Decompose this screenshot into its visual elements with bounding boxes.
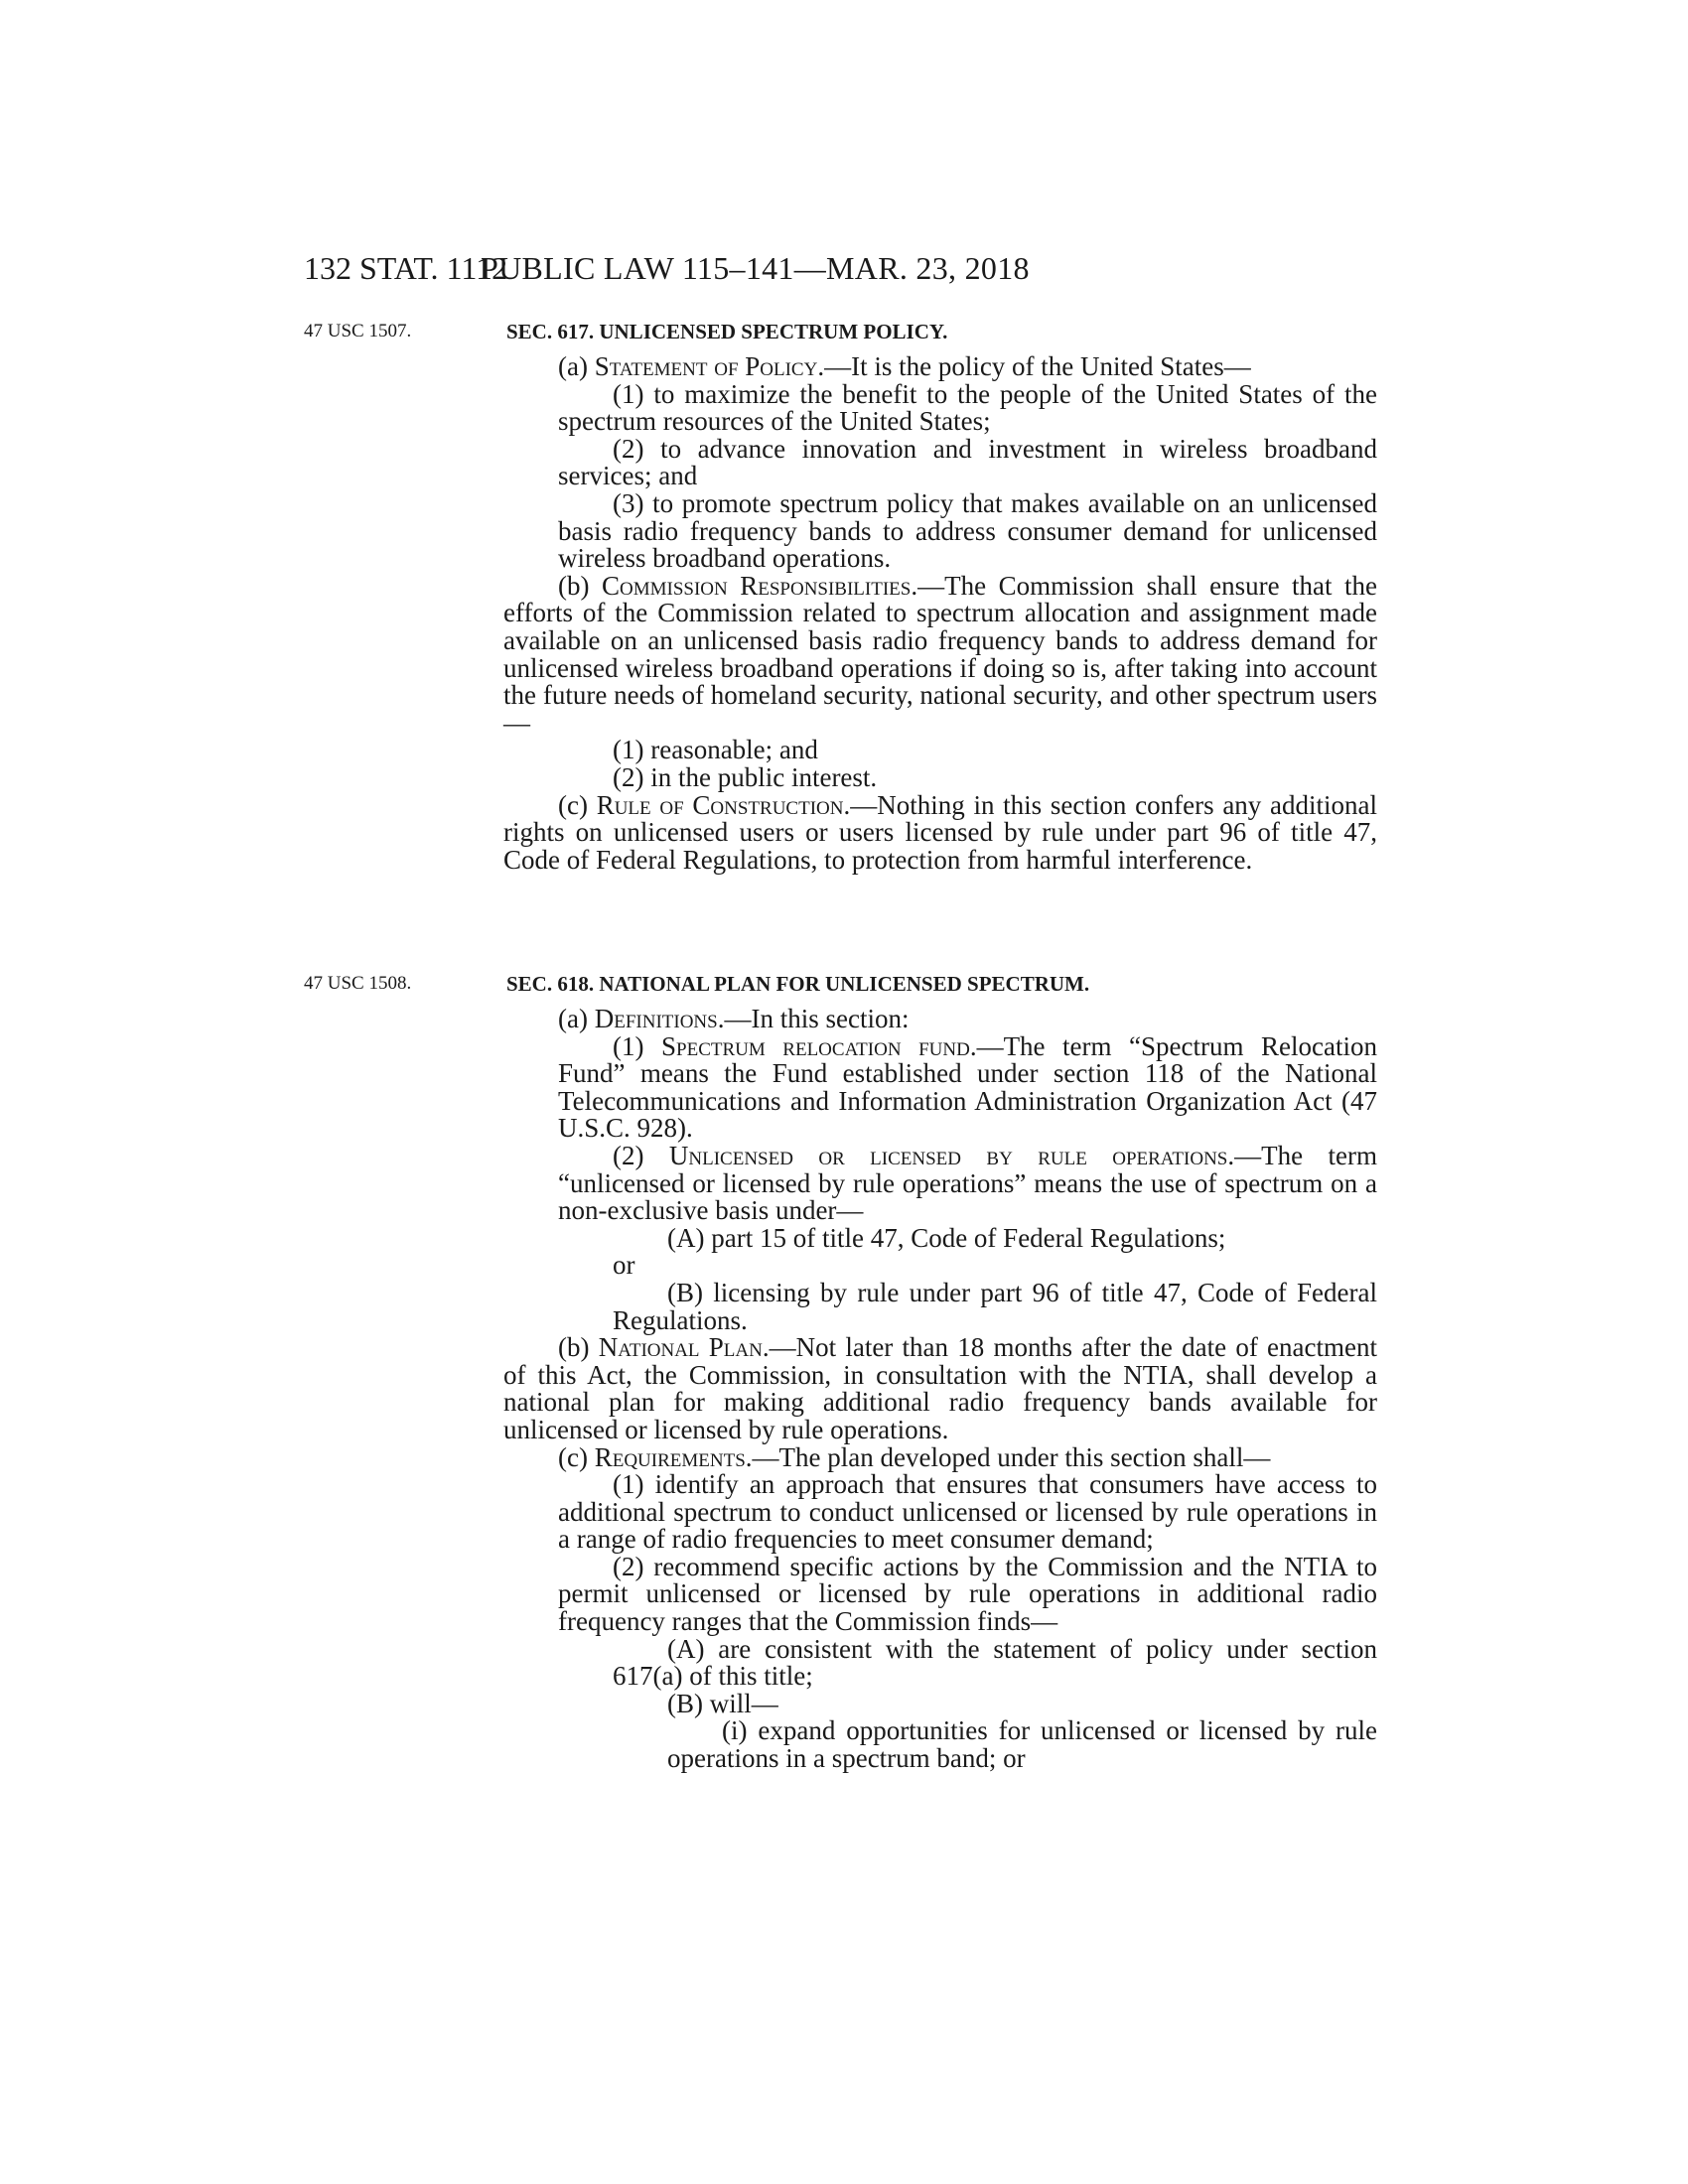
sec617-c-caption: Rule of Construction xyxy=(596,789,844,820)
sec618-a2-A: (A) part 15 of title 47, Code of Federal Regulations; xyxy=(667,1222,1226,1253)
sec618-a-caption: Definitions xyxy=(594,1004,718,1033)
sec618-c2: (2) recommend specific actions by the Commission and the NTIA to permit unlicensed or licensed by rule operations in additional radio frequency ranges that the Commission finds— xyxy=(558,1551,1377,1637)
sec617-body xyxy=(503,353,1377,874)
running-title: PUBLIC LAW 115–141—MAR. 23, 2018 xyxy=(481,250,1030,286)
statute-page-number: 132 STAT. 1112 xyxy=(304,250,508,286)
sec618-heading: SEC. 618. NATIONAL PLAN FOR UNLICENSED SPECTRUM. xyxy=(506,972,1090,996)
sec617-b-caption: Commission Responsibilities xyxy=(601,570,912,601)
sec617-a3: (3) to promote spectrum policy that makes available on an unlicensed basis radio frequency bands to address consumer demand for unlicensed wireless broadband operations. xyxy=(558,487,1377,574)
sec618-margin-citation: 47 USC 1508. xyxy=(304,973,412,994)
sec617-subsection-a: (a) Statement of Policy.—It is the policy of the United States— xyxy=(558,351,1251,381)
sec617-subsection-b: (b) Commission Responsibilities.—The Commission shall ensure that the efforts of the Commission related to spectrum allocation and assignment made available on an unlicensed basis radio frequency bands to address demand for unlicensed wireless broadband operations if doing so is, after taking into account the future needs of homeland security, national security, and other spectrum users— xyxy=(503,570,1378,738)
sec618-subsection-c: (c) Requirements.—The plan developed under this section shall— xyxy=(558,1441,1271,1472)
page-header xyxy=(304,248,1376,288)
sec618-a2-B: (B) licensing by rule under part 96 of title 47, Code of Federal Regulations. xyxy=(613,1277,1377,1335)
sec617-b2: (2) in the public interest. xyxy=(613,761,878,792)
sec618-a1: (1) Spectrum relocation fund.—The term “Spectrum Relocation Fund” means the Fund established under section 118 of the National Telecommunications and Information Administration Organization Act (47 U.S.C. 928). xyxy=(558,1030,1377,1144)
sec618-c1: (1) identify an approach that ensures that consumers have access to additional spectrum to conduct unlicensed or licensed by rule operations in a range of radio frequencies to meet consumer demand; xyxy=(558,1469,1377,1555)
sec618-c-caption: Requirements xyxy=(594,1441,746,1472)
sec618-b-caption: National Plan xyxy=(598,1332,763,1363)
sec618-subsection-a: (a) Definitions.—In this section: xyxy=(558,1004,910,1033)
sec618-a2-or: or xyxy=(613,1250,635,1281)
sec618-a1-caption: Spectrum relocation fund xyxy=(661,1030,970,1061)
sec617-margin-citation: 47 USC 1507. xyxy=(304,321,412,341)
sec618-c2-B: (B) will— xyxy=(667,1688,778,1718)
sec617-subsection-c: (c) Rule of Construction.—Nothing in this section confers any additional rights on unlicensed users or users licensed by rule under part 96 of title 47, Code of Federal Regulations, to protection from harmful interference. xyxy=(503,789,1378,875)
sec617-b1: (1) reasonable; and xyxy=(613,735,818,765)
sec618-c2-B-i: (i) expand opportunities for unlicensed or licensed by rule operations in a spectrum band; or xyxy=(667,1715,1377,1774)
sec617-a2: (2) to advance innovation and investment in wireless broadband services; and xyxy=(558,433,1377,491)
sec618-c2-A: (A) are consistent with the statement of policy under section 617(a) of this title; xyxy=(613,1633,1377,1692)
sec618-a2: (2) Unlicensed or licensed by rule operations.—The term “unlicensed or licensed by rule operations” means the use of spectrum on a non-exclusive basis under— xyxy=(558,1140,1377,1226)
sec617-heading: SEC. 617. UNLICENSED SPECTRUM POLICY. xyxy=(506,320,948,343)
sec618-body xyxy=(503,1006,1377,1773)
sec617-a-caption: Statement of Policy xyxy=(594,351,818,381)
sec618-subsection-b: (b) National Plan.—Not later than 18 months after the date of enactment of this Act, the Commission, in consultation with the NTIA, shall develop a national plan for making additional radio frequency bands available for unlicensed or licensed by rule operations. xyxy=(503,1332,1377,1444)
sec618-a2-caption: Unlicensed or licensed by rule operations xyxy=(668,1140,1228,1170)
sec617-a1: (1) to maximize the benefit to the people of the United States of the spectrum resources of the United States; xyxy=(558,378,1377,437)
